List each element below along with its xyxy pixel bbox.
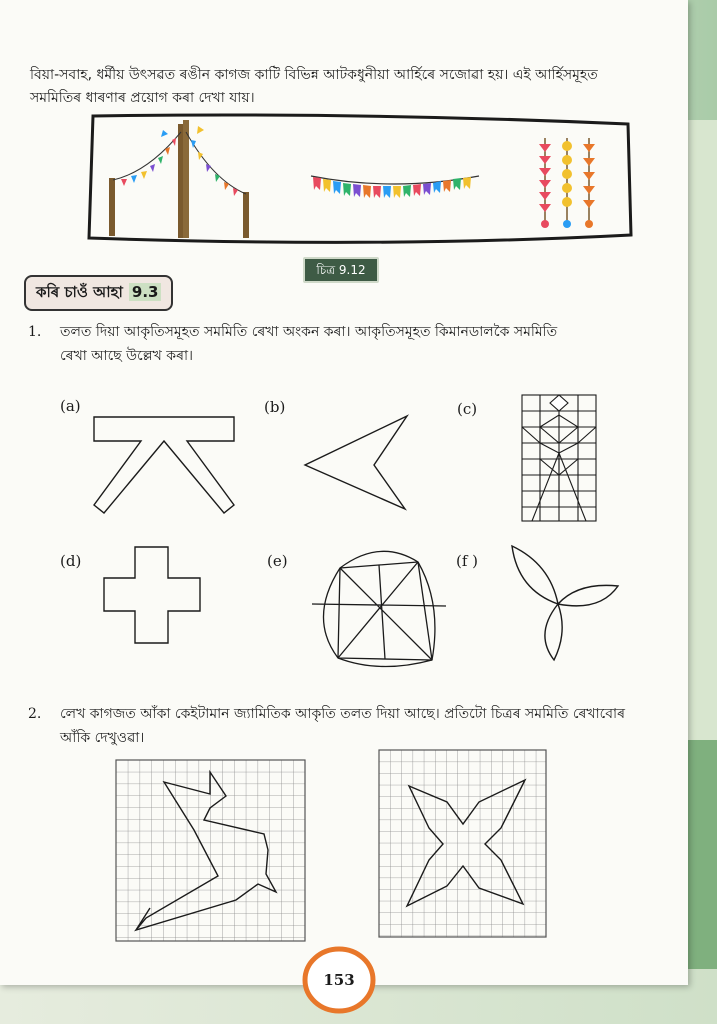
question-1-number: 1. <box>28 324 42 340</box>
figure-label-d: (d) <box>60 552 82 570</box>
shape-d <box>102 545 202 645</box>
intro-line-2: সমমিতিৰ ধাৰণাৰ প্ৰয়োগ কৰা দেখা যায়। <box>30 90 255 106</box>
figure-label-b: (b) <box>264 398 286 416</box>
question-1-line-1: তলত দিয়া আকৃতিসমূহত সমমিতি ৰেখা অংকন কৰা। আকৃতিসমূহত কিমানডালকৈ সমমিতি <box>60 324 558 340</box>
page-number-badge <box>301 945 377 1015</box>
shape-b <box>302 413 412 513</box>
figure-label-e: (e) <box>267 552 288 570</box>
shape-c <box>520 393 598 523</box>
shape-e <box>310 544 450 669</box>
question-1-line-2: ৰেখা আছে উল্লেখ কৰা। <box>60 348 194 364</box>
flag-bunting <box>311 176 479 198</box>
activity-title: কৰি চাওঁ আহা <box>36 283 123 301</box>
question-2-number: 2. <box>28 706 42 722</box>
page-number: 153 <box>323 971 355 989</box>
grid-figure-bird <box>116 760 306 942</box>
festival-banner-illustration <box>83 110 635 246</box>
figure-label-c: (c) <box>457 400 478 418</box>
activity-number: 9.3 <box>129 283 162 301</box>
shape-f <box>508 542 620 662</box>
figure-label-f: (f ) <box>456 552 479 570</box>
pole-bunting <box>109 120 249 238</box>
grid-figure-star <box>379 750 547 938</box>
banner-frame-outline <box>89 115 631 242</box>
question-1 <box>28 320 668 370</box>
intro-paragraph <box>30 64 670 110</box>
hanging-decorations <box>539 138 595 228</box>
shape-a <box>92 415 237 515</box>
question-2-line-1: লেখ কাগজত আঁকা কেইটামান জ্যামিতিক আকৃতি তলত দিয়া আছে। প্ৰতিটো চিত্ৰৰ সমমিতি ৰেখাবোৰ <box>60 706 625 722</box>
question-2 <box>28 702 668 752</box>
figure-caption: চিত্ৰ 9.12 <box>303 257 379 283</box>
activity-heading <box>24 275 173 311</box>
figure-label-a: (a) <box>60 397 81 415</box>
question-2-line-2: আঁকি দেখুওৱা। <box>60 730 145 746</box>
intro-line-1: বিয়া-সবাহ, ধৰ্মীয় উৎসৱত ৰঙীন কাগজ কাটি বিভিন্ন আটকধুনীয়া আৰ্হিৰে সজোৱা হয়। এই আৰ্হিসমূহত <box>30 67 598 83</box>
